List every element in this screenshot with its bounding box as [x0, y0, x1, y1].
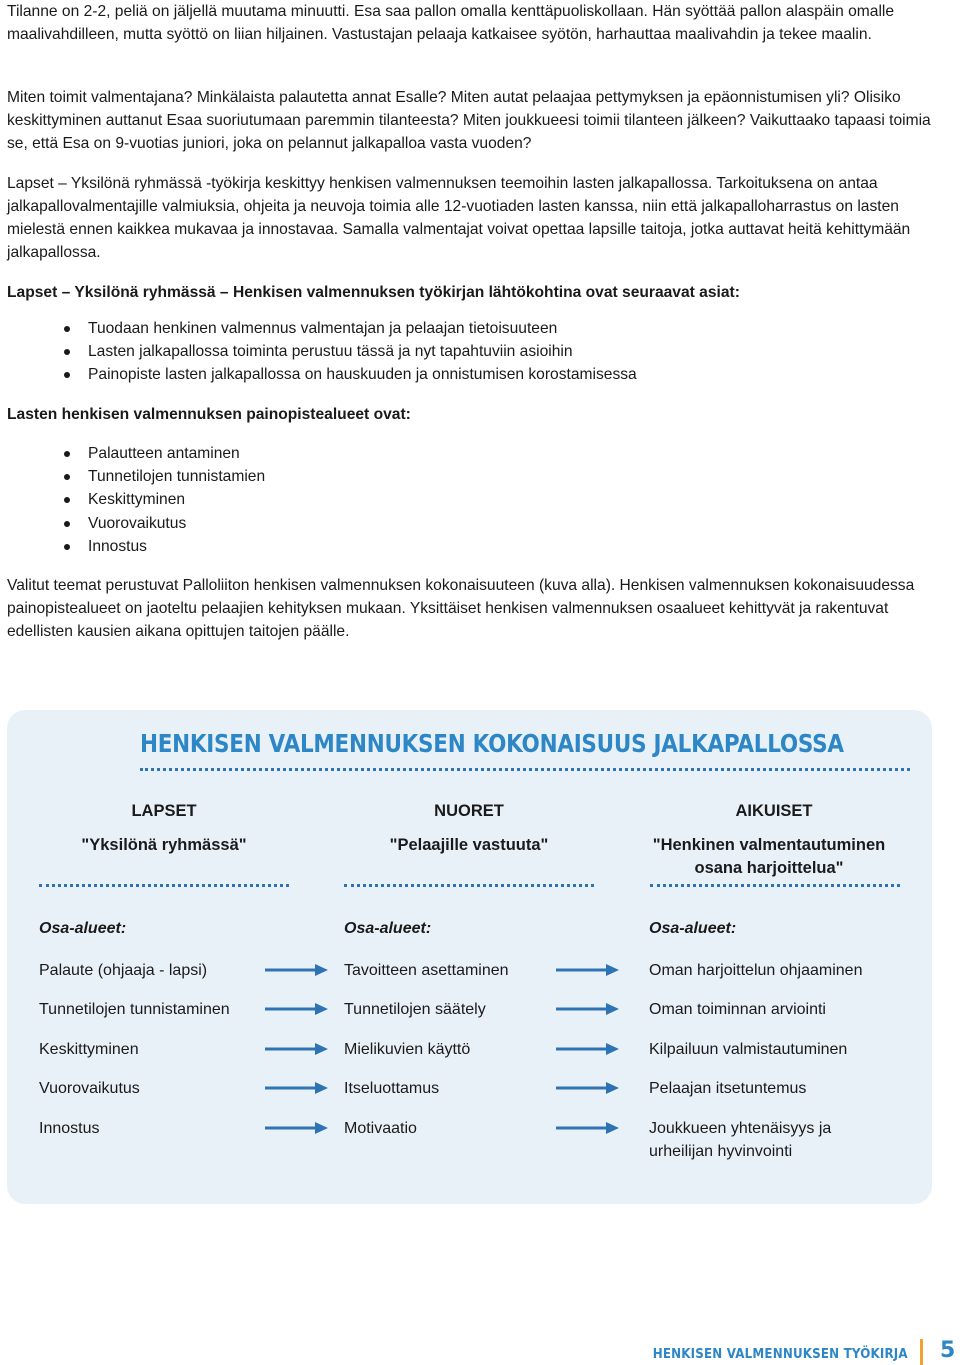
bullet-icon	[64, 326, 70, 332]
arrow-right-icon	[265, 1001, 329, 1017]
bullet-icon	[64, 451, 70, 457]
arrow-right-icon	[556, 1001, 620, 1017]
bullet-icon	[64, 521, 70, 527]
list-item: Painopiste lasten jalkapallossa on hauskuuden ja onnistumisen korostamisessa	[7, 363, 907, 386]
list-item: Keskittyminen	[7, 488, 907, 511]
bullet-icon	[64, 349, 70, 355]
area-item: Oman harjoittelun ohjaaminen	[649, 962, 863, 979]
column-subtitle-aikuiset: "Henkinen valmentautuminen osana harjoittelua"	[652, 836, 886, 877]
area-item: Tunnetilojen tunnistaminen	[39, 1001, 230, 1018]
area-item: Kilpailuun valmistautuminen	[649, 1041, 848, 1058]
list-item: Tunnetilojen tunnistamien	[7, 465, 907, 488]
area-item: Motivaatio	[344, 1120, 417, 1137]
section1-list	[7, 317, 907, 387]
column-dotted-divider	[344, 884, 594, 887]
section2-heading: Lasten henkisen valmennuksen painopistealueet ovat:	[7, 406, 411, 423]
arrow-right-icon	[265, 962, 329, 978]
area-item: Pelaajan itsetuntemus	[649, 1080, 807, 1097]
column-heading-aikuiset: AIKUISET	[735, 802, 813, 820]
area-item: Vuorovaikutus	[39, 1080, 140, 1097]
column-label-osa-alueet: Osa-alueet:	[39, 920, 127, 937]
arrow-right-icon	[265, 1120, 329, 1136]
footer-divider	[920, 1339, 923, 1365]
bullet-icon	[64, 497, 70, 503]
list-item: Palautteen antaminen	[7, 442, 907, 465]
footer-title: HENKISEN VALMENNUKSEN TYÖKIRJA	[652, 1346, 908, 1362]
column-dotted-divider	[650, 884, 900, 887]
area-item: Palaute (ohjaaja - lapsi)	[39, 962, 208, 979]
title-dotted-divider	[140, 768, 910, 771]
list-item: Tuodaan henkinen valmennus valmentajan ja pelaajan tietoisuuteen	[7, 317, 907, 340]
column-label-osa-alueet: Osa-alueet:	[649, 920, 737, 937]
bullet-icon	[64, 372, 70, 378]
area-item: Keskittyminen	[39, 1041, 139, 1058]
arrow-right-icon	[556, 1120, 620, 1136]
list-item: Lasten jalkapallossa toiminta perustuu tässä ja nyt tapahtuviin asioihin	[7, 340, 907, 363]
panel-title: HENKISEN VALMENNUKSEN KOKONAISUUS JALKAPALLOSSA	[140, 729, 844, 758]
bullet-icon	[64, 544, 70, 550]
intro-paragraph-scenario: Tilanne on 2-2, peliä on jäljellä muutama minuutti. Esa saa pallon omalla kenttäpuoliskollaan. Hän syöttää pallon alaspäin omalle maalivahdilleen, mutta syöttö on liian hiljainen. Vastustajan pelaaja katkaisee syötön, harhauttaa maalivahdin ja tekee maalin.	[7, 3, 895, 43]
column-subtitle-lapset: "Yksilönä ryhmässä"	[81, 836, 247, 854]
intro-paragraph-purpose: Lapset – Yksilönä ryhmässä -työkirja keskittyy henkisen valmennuksen teemoihin lasten jalkapallossa. Tarkoituksena on antaa jalkapallovalmentajille valmiuksia, ohjeita ja neuvoja toimia alle 12-vuotiaden lasten kanssa, niin että jalkapalloharrastus on lasten mielestä ennen kaikkea mukavaa ja innostavaa. Samalla valmentajat voivat opettaa lapsille taitoja, jotka auttavat heitä kehittymään jalkapallossa.	[7, 175, 911, 261]
intro-paragraph-questions: Miten toimit valmentajana? Minkälaista palautetta annat Esalle? Miten autat pelaajaa pettymyksen ja epäonnistumisen yli? Olisiko keskittyminen auttanut Esaa suoriutumaan paremmin tilanteesta? Miten joukkueesi toimii tilanteen jälkeen? Vaikuttaako tapaasi toimia se, että Esa on 9-vuotias juniori, joka on pelannut jalkapalloa vasta vuoden?	[7, 89, 931, 152]
section1-heading: Lapset – Yksilönä ryhmässä – Henkisen valmennuksen työkirjan lähtökohtina ovat seuraavat asiat:	[7, 284, 740, 301]
page-number: 5	[940, 1338, 956, 1363]
area-item: Itseluottamus	[344, 1080, 440, 1097]
arrow-right-icon	[556, 1080, 620, 1096]
column-heading-nuoret: NUORET	[434, 802, 504, 820]
column-heading-lapset: LAPSET	[131, 802, 197, 820]
list-item: Vuorovaikutus	[7, 512, 907, 535]
arrow-right-icon	[265, 1080, 329, 1096]
closing-paragraph: Valitut teemat perustuvat Palloliiton henkisen valmennuksen kokonaisuuteen (kuva alla). Henkisen valmennuksen kokonaisuudessa painopistealueet on jaoteltu pelaajien kehityksen mukaan. Yksittäiset henkisen valmennuksen osaalueet kehittyvät ja rakentuvat edellisten kausien aikana opittujen taitojen päälle.	[7, 577, 915, 640]
arrow-right-icon	[265, 1041, 329, 1057]
arrow-right-icon	[556, 1041, 620, 1057]
area-item: Joukkueen yhtenäisyys ja urheilijan hyvinvointi	[649, 1120, 832, 1160]
list-item: Innostus	[7, 535, 907, 558]
arrow-right-icon	[556, 962, 620, 978]
bullet-icon	[64, 474, 70, 480]
column-label-osa-alueet: Osa-alueet:	[344, 920, 432, 937]
column-dotted-divider	[39, 884, 289, 887]
column-subtitle-nuoret: "Pelaajille vastuuta"	[389, 836, 549, 854]
area-item: Tavoitteen asettaminen	[344, 962, 509, 979]
section2-list	[7, 442, 907, 558]
area-item: Mielikuvien käyttö	[344, 1041, 471, 1058]
area-item: Tunnetilojen säätely	[344, 1001, 486, 1018]
area-item: Oman toiminnan arviointi	[649, 1001, 826, 1018]
area-item: Innostus	[39, 1120, 100, 1137]
